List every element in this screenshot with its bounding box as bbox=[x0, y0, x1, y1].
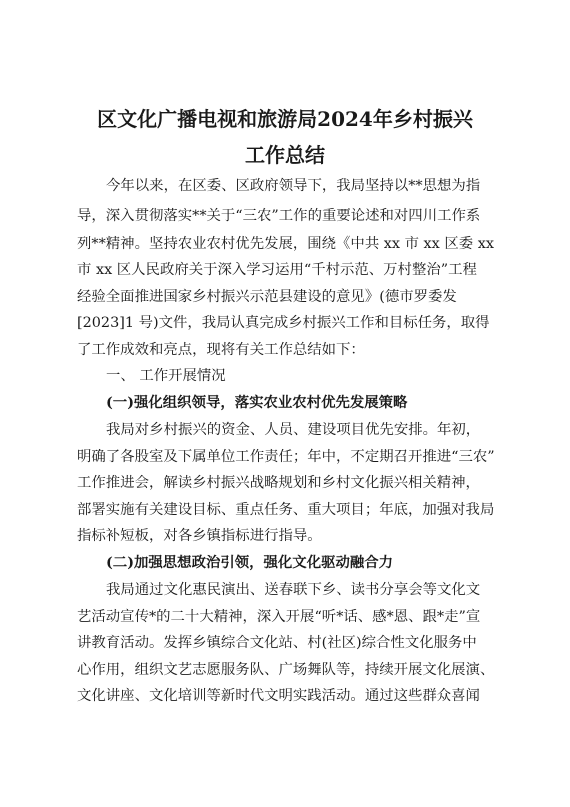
section-heading: 一、 工作开展情况 bbox=[106, 368, 226, 384]
paragraph-line: 工作推进会，解读乡村振兴战略规划和乡村文化振兴相关精神， bbox=[77, 475, 480, 491]
paragraph-line: 文化讲座、文化培训等新时代文明实践活动。通过这些群众喜闻 bbox=[77, 688, 480, 704]
paragraph-line: 导，深入贯彻落实**关于“三农”工作的重要论述和对四川工作系 bbox=[77, 208, 481, 224]
paragraph-line: 我局通过文化惠民演出、送春联下乡、读书分享会等文化文 bbox=[106, 582, 481, 598]
paragraph-line: 今年以来，在区委、区政府领导下，我局坚持以**思想为指 bbox=[106, 178, 481, 194]
subsection-heading: (一)强化组织领导，落实农业农村优先发展策略 bbox=[106, 394, 408, 411]
paragraph-line: 我局对乡村振兴的资金、人员、建设项目优先安排。年初， bbox=[106, 422, 481, 438]
subsection-heading: (二)加强思想政治引领，强化文化驱动融合力 bbox=[106, 554, 394, 571]
paragraph-line: 经验全面推进国家乡村振兴示范县建设的意见》(德市罗委发 bbox=[77, 289, 457, 305]
paragraph-line: 市 xx 区人民政府关于深入学习运用“千村示范、万村整治”工程 bbox=[77, 262, 477, 278]
document-title-line-2: 工作总结 bbox=[245, 143, 325, 167]
paragraph-line: 指标补短板，对各乡镇指标进行指导。 bbox=[77, 528, 322, 544]
paragraph-line: 明确了各股室及下属单位工作责任；年中，不定期召开推进“三农” bbox=[77, 449, 495, 465]
paragraph-line: [2023]1 号)文件，我局认真完成乡村振兴工作和目标任务，取得 bbox=[77, 315, 490, 331]
document-title-line-1: 区文化广播电视和旅游局2024年乡村振兴 bbox=[97, 107, 473, 131]
paragraph-line: 讲教育活动。发挥乡镇综合文化站、村(社区)综合性文化服务中 bbox=[77, 635, 477, 651]
paragraph-line: 了工作成效和亮点，现将有关工作总结如下： bbox=[77, 342, 365, 358]
paragraph-line: 心作用，组织文艺志愿服务队、广场舞队等，持续开展文化展演、 bbox=[77, 662, 495, 678]
paragraph-line: 部署实施有关建设目标、重点任务、重大项目；年底，加强对我局 bbox=[77, 502, 495, 518]
paragraph-line: 艺活动宣传*的二十大精神，深入开展“听*话、感*恩、跟*走”宣 bbox=[77, 609, 481, 625]
paragraph-line: 列**精神。坚持农业农村优先发展，围绕《中共 xx 市 xx 区委 xx bbox=[77, 236, 494, 252]
